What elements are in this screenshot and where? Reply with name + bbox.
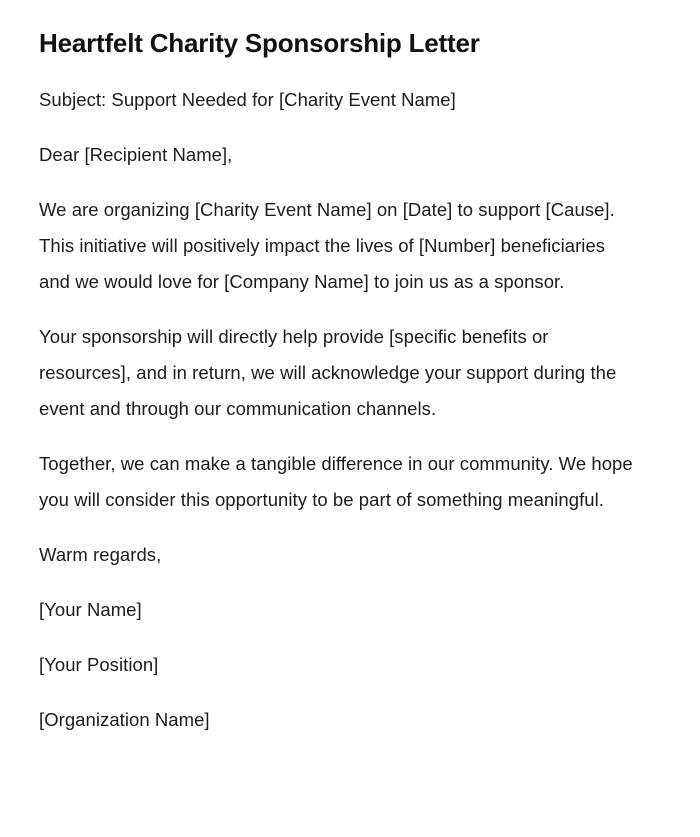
subject-line: Subject: Support Needed for [Charity Event Name] — [39, 89, 456, 110]
closing-salutation: Warm regards, — [39, 544, 162, 565]
body-paragraph-2: Your sponsorship will directly help provide [specific benefits or resources], and in return, we will acknowledge your support during the event and through our communication channels. — [39, 326, 617, 419]
signature-name: [Your Name] — [39, 599, 142, 620]
signature-position: [Your Position] — [39, 654, 159, 675]
signature-organization: [Organization Name] — [39, 709, 210, 730]
letter-body — [39, 82, 640, 738]
page-title: Heartfelt Charity Sponsorship Letter — [39, 28, 480, 58]
body-paragraph-1: We are organizing [Charity Event Name] on [Date] to support [Cause]. This initiative will positively impact the lives of [Number] beneficiaries and we would love for [Company Name] to join us as a sponsor. — [39, 199, 615, 292]
body-paragraph-3: Together, we can make a tangible difference in our community. We hope you will consider this opportunity to be part of something meaningful. — [39, 453, 633, 510]
salutation: Dear [Recipient Name], — [39, 144, 233, 165]
